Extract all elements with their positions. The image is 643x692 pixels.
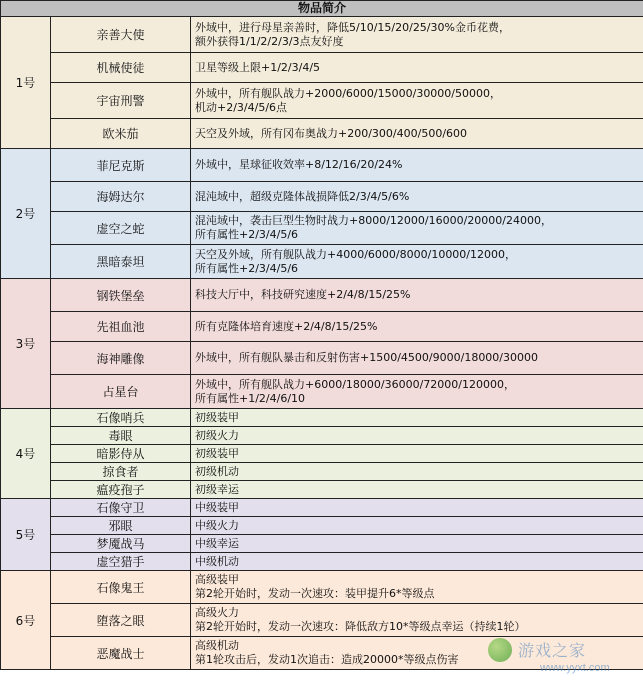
item-name: 亲善大使 — [51, 17, 191, 53]
description-line: 中级火力 — [195, 518, 239, 532]
watermark-text: 游戏之家 — [518, 643, 587, 660]
table-row — [1, 149, 643, 182]
item-description — [191, 17, 643, 53]
item-name: 恶魔战士 — [51, 637, 191, 670]
item-name: 毒眼 — [51, 427, 191, 445]
item-name: 钢铁堡垒 — [51, 279, 191, 312]
description-line: 外域中，星球征收效率+8/12/16/20/24% — [195, 158, 403, 171]
description-line: 额外获得1/1/2/2/3/3点友好度 — [195, 34, 344, 48]
description-line: 天空及外域，所有冈布奥战力+200/300/400/500/600 — [195, 126, 468, 140]
description-line: 天空及外域，所有舰队战力+4000/6000/8000/10000/12000， — [195, 247, 517, 261]
item-description — [191, 149, 643, 182]
table-row — [1, 83, 643, 119]
table-row — [1, 571, 643, 604]
item-description — [191, 375, 643, 409]
item-name: 虚空之蛇 — [51, 212, 191, 245]
description-line: 高级火力 — [195, 606, 239, 619]
item-name: 邪眼 — [51, 517, 191, 535]
description-line: 外域中，所有舰队战力+6000/18000/36000/72000/120000， — [195, 377, 516, 391]
table-row — [1, 342, 643, 375]
item-description — [191, 182, 643, 212]
description-line: 第2轮开始时，发动一次速攻：降低敌方10*等级点幸运（持续1轮） — [195, 620, 526, 633]
table-row — [1, 463, 643, 481]
table-row — [1, 375, 643, 409]
item-description — [191, 445, 643, 463]
item-description — [191, 637, 643, 670]
item-description — [191, 212, 643, 245]
item-description — [191, 604, 643, 637]
item-name: 机械使徒 — [51, 53, 191, 83]
description-line: 科技大厅中，科技研究速度+2/4/8/15/25% — [195, 288, 411, 301]
table-row — [1, 212, 643, 245]
table-row — [1, 409, 643, 427]
description-line: 初级装甲 — [195, 446, 239, 460]
item-name: 菲尼克斯 — [51, 149, 191, 182]
item-description — [191, 553, 643, 571]
item-name: 虚空猎手 — [51, 553, 191, 571]
description-line: 外域中，所有舰队战力+2000/6000/15000/30000/50000， — [195, 86, 502, 100]
table-row — [1, 604, 643, 637]
item-name: 石像鬼王 — [51, 571, 191, 604]
item-name: 宇宙刑警 — [51, 83, 191, 119]
item-name: 黑暗泰坦 — [51, 245, 191, 279]
item-name: 堕落之眼 — [51, 604, 191, 637]
table-row — [1, 427, 643, 445]
description-line: 初级机动 — [195, 464, 239, 478]
item-name: 占星台 — [51, 375, 191, 409]
table-body — [1, 17, 643, 670]
table-row — [1, 53, 643, 83]
item-name: 海姆达尔 — [51, 182, 191, 212]
group-label: 3号 — [1, 279, 51, 409]
item-description — [191, 119, 643, 149]
item-description — [191, 83, 643, 119]
group-label: 5号 — [1, 499, 51, 571]
item-name: 瘟疫孢子 — [51, 481, 191, 499]
description-line: 所有属性+1/2/4/6/10 — [195, 391, 306, 405]
table-row — [1, 182, 643, 212]
item-description — [191, 279, 643, 312]
description-line: 外域中，进行母星亲善时，降低5/10/15/20/25/30%金币花费， — [195, 20, 510, 34]
description-line: 初级火力 — [195, 428, 239, 442]
description-line: 混沌域中，袭击巨型生物时战力+8000/12000/16000/20000/24000， — [195, 214, 553, 227]
table-row — [1, 553, 643, 571]
table-row — [1, 535, 643, 553]
item-description — [191, 342, 643, 375]
item-name: 梦魇战马 — [51, 535, 191, 553]
description-line: 外域中，所有舰队暴击和反射伤害+1500/4500/9000/18000/30000 — [195, 351, 539, 364]
description-line: 卫星等级上限+1/2/3/4/5 — [195, 60, 321, 74]
item-description — [191, 535, 643, 553]
item-description — [191, 53, 643, 83]
group-label: 6号 — [1, 571, 51, 670]
item-description — [191, 427, 643, 445]
watermark-url: www.yyxt.com — [540, 662, 610, 674]
item-description — [191, 481, 643, 499]
table-row — [1, 312, 643, 342]
item-description — [191, 312, 643, 342]
description-line: 混沌域中，超级克隆体战损降低2/3/4/5/6% — [195, 189, 410, 203]
description-line: 所有克隆体培育速度+2/4/8/15/25% — [195, 319, 378, 333]
item-name: 石像哨兵 — [51, 409, 191, 427]
table-title: 物品简介 — [1, 1, 643, 17]
table-row — [1, 481, 643, 499]
item-name: 石像守卫 — [51, 499, 191, 517]
description-line: 初级幸运 — [195, 482, 239, 496]
table-row — [1, 17, 643, 53]
group-label: 1号 — [1, 17, 51, 149]
table-row — [1, 279, 643, 312]
item-name: 海神雕像 — [51, 342, 191, 375]
item-description — [191, 245, 643, 279]
description-line: 高级机动 — [195, 639, 239, 652]
item-description — [191, 517, 643, 535]
description-line: 高级装甲 — [195, 573, 239, 586]
item-description — [191, 499, 643, 517]
item-description — [191, 463, 643, 481]
description-line: 中级机动 — [195, 554, 239, 568]
item-description — [191, 571, 643, 604]
group-label: 2号 — [1, 149, 51, 279]
description-line: 机动+2/3/4/5/6点 — [195, 100, 288, 114]
table-row — [1, 245, 643, 279]
item-name: 掠食者 — [51, 463, 191, 481]
description-line: 初级装甲 — [195, 410, 239, 424]
description-line: 第1轮攻击后，发动1次追击：造成20000*等级点伤害 — [195, 653, 459, 666]
table-row — [1, 637, 643, 670]
group-label: 4号 — [1, 409, 51, 499]
table-row — [1, 517, 643, 535]
description-line: 中级幸运 — [195, 536, 239, 550]
description-line: 所有属性+2/3/4/5/6 — [195, 228, 299, 241]
item-name: 欧米茄 — [51, 119, 191, 149]
description-line: 第2轮开始时，发动一次速攻：装甲提升6*等级点 — [195, 587, 435, 600]
description-line: 中级装甲 — [195, 500, 239, 514]
item-name: 先祖血池 — [51, 312, 191, 342]
item-description — [191, 409, 643, 427]
table-row — [1, 119, 643, 149]
table-row — [1, 445, 643, 463]
item-name: 暗影侍从 — [51, 445, 191, 463]
description-line: 所有属性+2/3/4/5/6 — [195, 261, 299, 275]
table-row — [1, 499, 643, 517]
